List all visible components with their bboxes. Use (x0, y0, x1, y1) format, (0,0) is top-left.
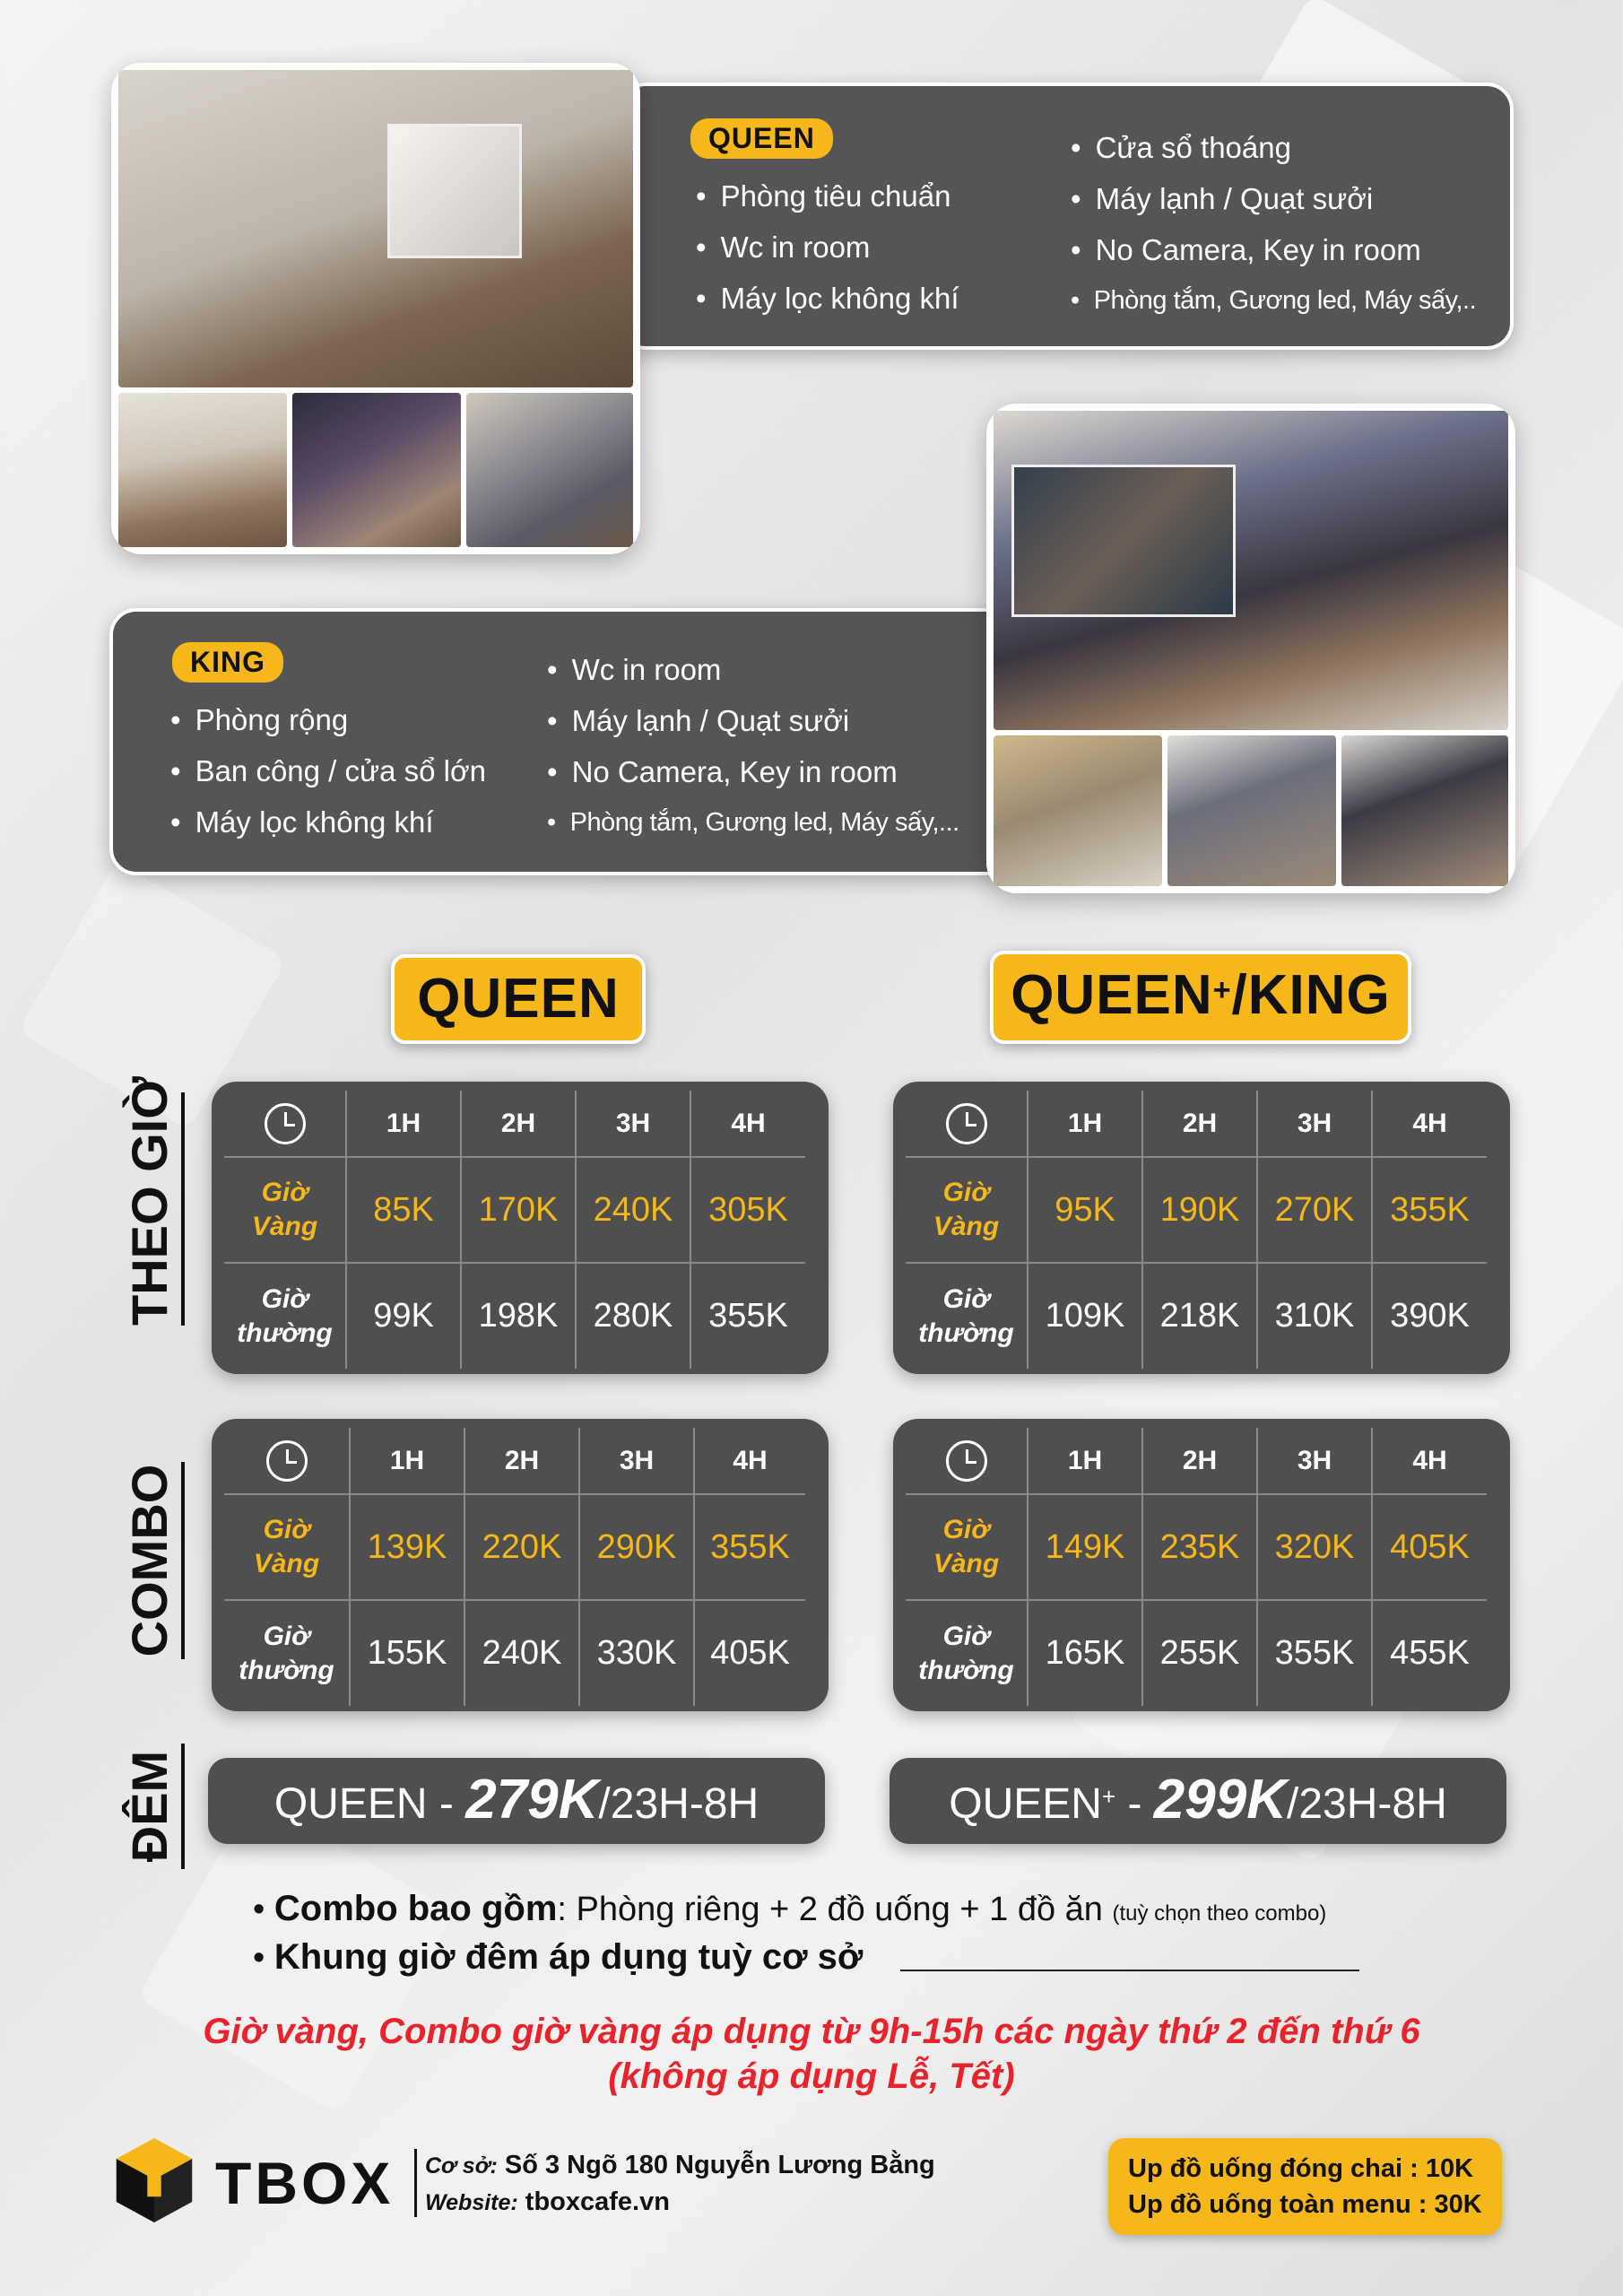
queen-feature: • No Camera, Key in room (1071, 224, 1476, 275)
queen-feature: • Máy lọc không khí (696, 273, 959, 324)
queen-feature: • Phòng tắm, Gương led, Máy sấy,.. (1071, 275, 1476, 326)
col-1h: 1H (350, 1428, 464, 1494)
col-4h: 4H (694, 1428, 805, 1494)
price-cell: 310K (1257, 1263, 1372, 1369)
col-3h: 3H (576, 1091, 690, 1157)
drink-upsell-box (1108, 2138, 1502, 2235)
price-cell: 355K (690, 1263, 805, 1369)
queen-plus-night-price: QUEEN+ - 299K/23H-8H (890, 1758, 1506, 1844)
price-cell: 155K (350, 1600, 464, 1706)
king-feature: • Máy lạnh / Quạt sưởi (547, 695, 959, 746)
queen-king-header-a: QUEEN (1011, 964, 1213, 1026)
price-cell: 99K (346, 1263, 461, 1369)
combo-note-small: (tuỳ chọn theo combo) (1112, 1901, 1327, 1926)
night-time: /23H-8H (1287, 1780, 1447, 1828)
queen-room-photo (292, 393, 461, 547)
clock-icon (946, 1440, 987, 1482)
combo-label: COMBO (120, 1462, 185, 1659)
king-feature: • Ban công / cửa sổ lớn (170, 745, 486, 796)
price-cell: 405K (694, 1600, 805, 1706)
footer-divider (414, 2149, 417, 2217)
dem-label: ĐÊM (120, 1744, 185, 1869)
website-label: Website: (425, 2190, 518, 2215)
queen-hourly-table (212, 1082, 829, 1374)
gold-hour-label: Giờ Vàng (224, 1157, 346, 1263)
price-cell: 255K (1142, 1600, 1257, 1706)
normal-hour-label: Giờ thường (237, 1283, 333, 1348)
col-4h: 4H (1372, 1091, 1487, 1157)
price-cell: 240K (576, 1157, 690, 1263)
col-3h: 3H (579, 1428, 694, 1494)
queen-tag: QUEEN (690, 118, 833, 159)
golden-hour-notice: Giờ vàng, Combo giờ vàng áp dụng từ 9h-15h các ngày thứ 2 đến thứ 6 (không áp dụng Lễ, Tết) (203, 2012, 1420, 2096)
night-note-title: Khung giờ đêm áp dụng tuỳ cơ sở (273, 1937, 864, 1977)
combo-note: • Combo bao gồm: Phòng riêng + 2 đồ uống + 1 đồ ăn (tuỳ chọn theo combo) (253, 1889, 1327, 1928)
price-cell: 198K (461, 1263, 576, 1369)
price-cell: 109K (1028, 1263, 1142, 1369)
address-value: Số 3 Ngõ 180 Nguyễn Lương Bằng (504, 2151, 935, 2179)
queen-room-photo (466, 393, 633, 547)
normal-hour-label: Giờ thường (918, 1621, 1014, 1685)
price-cell: 220K (464, 1494, 579, 1600)
projector-screen (1011, 465, 1236, 617)
night-note: • Khung giờ đêm áp dụng tuỳ cơ sở (253, 1937, 864, 1977)
combo-note-text: : Phòng riêng + 2 đồ uống + 1 đồ ăn (557, 1891, 1103, 1928)
king-room-photo (1341, 735, 1508, 886)
queen-photo-gallery (111, 63, 640, 554)
col-3h: 3H (1257, 1091, 1372, 1157)
price-cell: 320K (1257, 1494, 1372, 1600)
queen-feature: • Phòng tiêu chuẩn (696, 170, 959, 222)
queen-feature: • Cửa sổ thoáng (1071, 122, 1476, 173)
price-cell: 235K (1142, 1494, 1257, 1600)
col-2h: 2H (464, 1428, 579, 1494)
king-combo-table (893, 1419, 1510, 1711)
night-price: 299K (1153, 1769, 1288, 1831)
col-4h: 4H (690, 1091, 805, 1157)
price-cell: 190K (1142, 1157, 1257, 1263)
clock-icon (265, 1103, 306, 1144)
plus-mark: + (1101, 1783, 1116, 1810)
col-2h: 2H (1142, 1428, 1257, 1494)
queen-info-panel (619, 83, 1514, 350)
night-note-line (900, 1970, 1359, 1971)
queen-king-price-header (990, 951, 1411, 1044)
price-cell: 455K (1372, 1600, 1487, 1706)
col-1h: 1H (1028, 1428, 1142, 1494)
col-2h: 2H (1142, 1091, 1257, 1157)
king-room-photo (994, 735, 1162, 886)
upsell-menu: Up đồ uống toàn menu : 30K (1128, 2190, 1482, 2219)
king-feature: • No Camera, Key in room (547, 746, 959, 797)
king-feature: • Phòng tắm, Gương led, Máy sấy,... (547, 797, 959, 848)
upsell-bottled: Up đồ uống đóng chai : 10K (1128, 2154, 1474, 2183)
col-1h: 1H (1028, 1091, 1142, 1157)
combo-note-title: Combo bao gồm (273, 1889, 558, 1928)
footer-address (425, 2147, 935, 2221)
king-features-right (547, 644, 959, 848)
queen-room-photo (118, 393, 287, 547)
king-hourly-table (893, 1082, 1510, 1374)
night-room-name: QUEEN (273, 1780, 428, 1828)
projector-screen (387, 124, 522, 258)
price-cell: 165K (1028, 1600, 1142, 1706)
night-room-name: QUEEN (949, 1780, 1102, 1828)
king-feature: • Máy lọc không khí (170, 796, 486, 848)
king-features-left (170, 694, 486, 848)
king-room-photo (1167, 735, 1336, 886)
night-price: 279K (465, 1769, 599, 1831)
clock-icon (266, 1440, 308, 1482)
king-feature: • Wc in room (547, 644, 959, 695)
queen-features-right (1071, 122, 1476, 326)
gold-hour-label: Giờ Vàng (906, 1494, 1028, 1600)
price-cell: 240K (464, 1600, 579, 1706)
normal-hour-label: Giờ thường (918, 1283, 1014, 1348)
price-cell: 355K (1257, 1600, 1372, 1706)
queen-night-price: QUEEN - 279K/23H-8H (208, 1758, 825, 1844)
king-photo-gallery (986, 404, 1515, 893)
price-cell: 390K (1372, 1263, 1487, 1369)
col-3h: 3H (1257, 1428, 1372, 1494)
queen-room-photo-main (118, 70, 633, 387)
king-room-photo-main (994, 411, 1508, 730)
queen-king-header-b: /KING (1231, 964, 1391, 1026)
king-feature: • Phòng rộng (170, 694, 486, 745)
price-cell: 270K (1257, 1157, 1372, 1263)
address-label: Cơ sở: (425, 2153, 498, 2179)
price-cell: 95K (1028, 1157, 1142, 1263)
price-cell: 170K (461, 1157, 576, 1263)
price-cell: 290K (579, 1494, 694, 1600)
price-cell: 139K (350, 1494, 464, 1600)
theo-gio-label: THEO GIỜ (120, 1092, 185, 1326)
price-cell: 305K (690, 1157, 805, 1263)
night-time: /23H-8H (598, 1780, 759, 1828)
clock-icon (946, 1103, 987, 1144)
queen-feature: • Wc in room (696, 222, 959, 273)
price-cell: 218K (1142, 1263, 1257, 1369)
brand-name: TBOX (215, 2150, 395, 2216)
tbox-logo-icon (111, 2133, 197, 2228)
price-cell: 280K (576, 1263, 690, 1369)
col-1h: 1H (346, 1091, 461, 1157)
price-cell: 355K (694, 1494, 805, 1600)
queen-combo-table (212, 1419, 829, 1711)
price-cell: 405K (1372, 1494, 1487, 1600)
queen-feature: • Máy lạnh / Quạt sưởi (1071, 173, 1476, 224)
col-2h: 2H (461, 1091, 576, 1157)
king-info-panel (109, 608, 1015, 875)
queen-features-left (696, 170, 959, 324)
price-cell: 330K (579, 1600, 694, 1706)
website-value[interactable]: tboxcafe.vn (525, 2187, 670, 2216)
queen-price-header: QUEEN (391, 954, 646, 1044)
plus-mark: + (1212, 973, 1232, 1007)
price-cell: 85K (346, 1157, 461, 1263)
normal-hour-label: Giờ thường (239, 1621, 334, 1685)
price-cell: 149K (1028, 1494, 1142, 1600)
gold-hour-label: Giờ Vàng (224, 1494, 350, 1600)
col-4h: 4H (1372, 1428, 1487, 1494)
king-tag: KING (172, 642, 283, 683)
gold-hour-label: Giờ Vàng (906, 1157, 1028, 1263)
price-cell: 355K (1372, 1157, 1487, 1263)
